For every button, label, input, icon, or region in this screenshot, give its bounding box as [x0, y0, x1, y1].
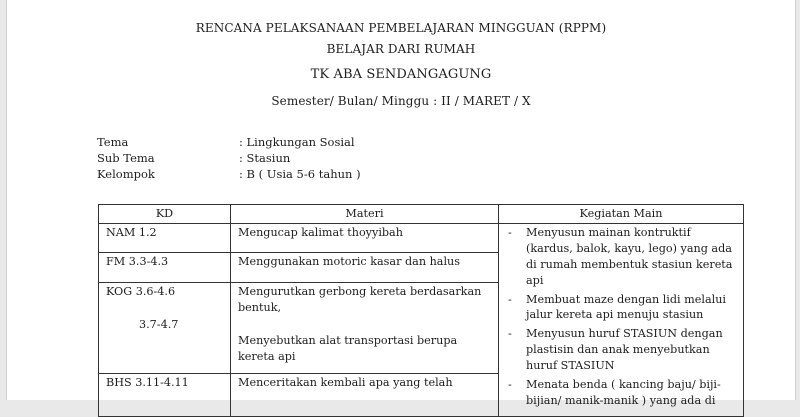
header-kegiatan: Kegiatan Main: [499, 205, 744, 224]
kd-cell: [99, 282, 231, 373]
kd-cell: FM 3.3-4.3: [99, 252, 231, 282]
kd-code: 3.7-4.7: [139, 317, 179, 331]
kegiatan-text: Menyusun huruf STASIUN dengan plastisin dan anak menyebutkan huruf STASIUN: [526, 327, 723, 373]
bullet-dash: -: [508, 327, 512, 341]
kegiatan-list: [506, 225, 736, 409]
kd-code: KOG 3.6-4.6: [106, 284, 176, 298]
list-item: [506, 292, 736, 324]
materi-cell: Mengucap kalimat thoyyibah: [231, 223, 499, 252]
meta-value: : Lingkungan Sosial: [239, 135, 355, 149]
kegiatan-text: Membuat maze dengan lidi melalui jalur kereta api menuju stasiun: [526, 292, 726, 322]
materi-cell: Menceritakan kembali apa yang telah: [231, 373, 499, 416]
meta-value: : Stasiun: [239, 151, 291, 165]
meta-key: Tema: [97, 135, 129, 149]
bullet-dash: -: [508, 378, 512, 392]
meta-key: Sub Tema: [97, 151, 155, 165]
kd-cell: BHS 3.11-4.11: [99, 373, 231, 416]
document-title: RENCANA PELAKSANAAN PEMBELAJARAN MINGGUAN (RPPM): [195, 21, 607, 35]
meta-key: Kelompok: [97, 167, 155, 181]
rppm-table: [98, 204, 744, 417]
semester-info: Semester/ Bulan/ Minggu : II / MARET / X: [271, 94, 531, 108]
kd-cell: NAM 1.2: [99, 223, 231, 252]
materi-cell: Menggunakan motoric kasar dan halus: [231, 252, 499, 282]
bullet-dash: -: [508, 225, 512, 239]
materi-text: Menyebutkan alat transportasi berupa kereta api: [238, 333, 458, 363]
kegiatan-text: Menata benda ( kancing baju/ biji-bijian/ manik-manik ) yang ada di: [526, 378, 721, 407]
header-materi: Materi: [231, 205, 499, 224]
kegiatan-text: Menyusun mainan kontruktif (kardus, balok, kayu, lego) yang ada di rumah membentuk stasiun kereta api: [526, 225, 733, 287]
school-name: TK ABA SENDANGAGUNG: [310, 67, 492, 82]
bullet-dash: -: [508, 292, 512, 306]
table-row: [99, 223, 744, 252]
document-subtitle: BELAJAR DARI RUMAH: [326, 42, 476, 56]
materi-text: Mengurutkan gerbong kereta berdasarkan bentuk,: [238, 284, 482, 314]
list-item: [506, 377, 736, 409]
meta-value: : B ( Usia 5-6 tahun ): [239, 167, 361, 181]
table-header-row: [99, 205, 744, 224]
kegiatan-cell: [499, 223, 744, 416]
list-item: [506, 225, 736, 289]
materi-cell: [231, 282, 499, 373]
header-kd: KD: [99, 205, 231, 224]
list-item: [506, 326, 736, 374]
document-page: [6, 0, 796, 407]
